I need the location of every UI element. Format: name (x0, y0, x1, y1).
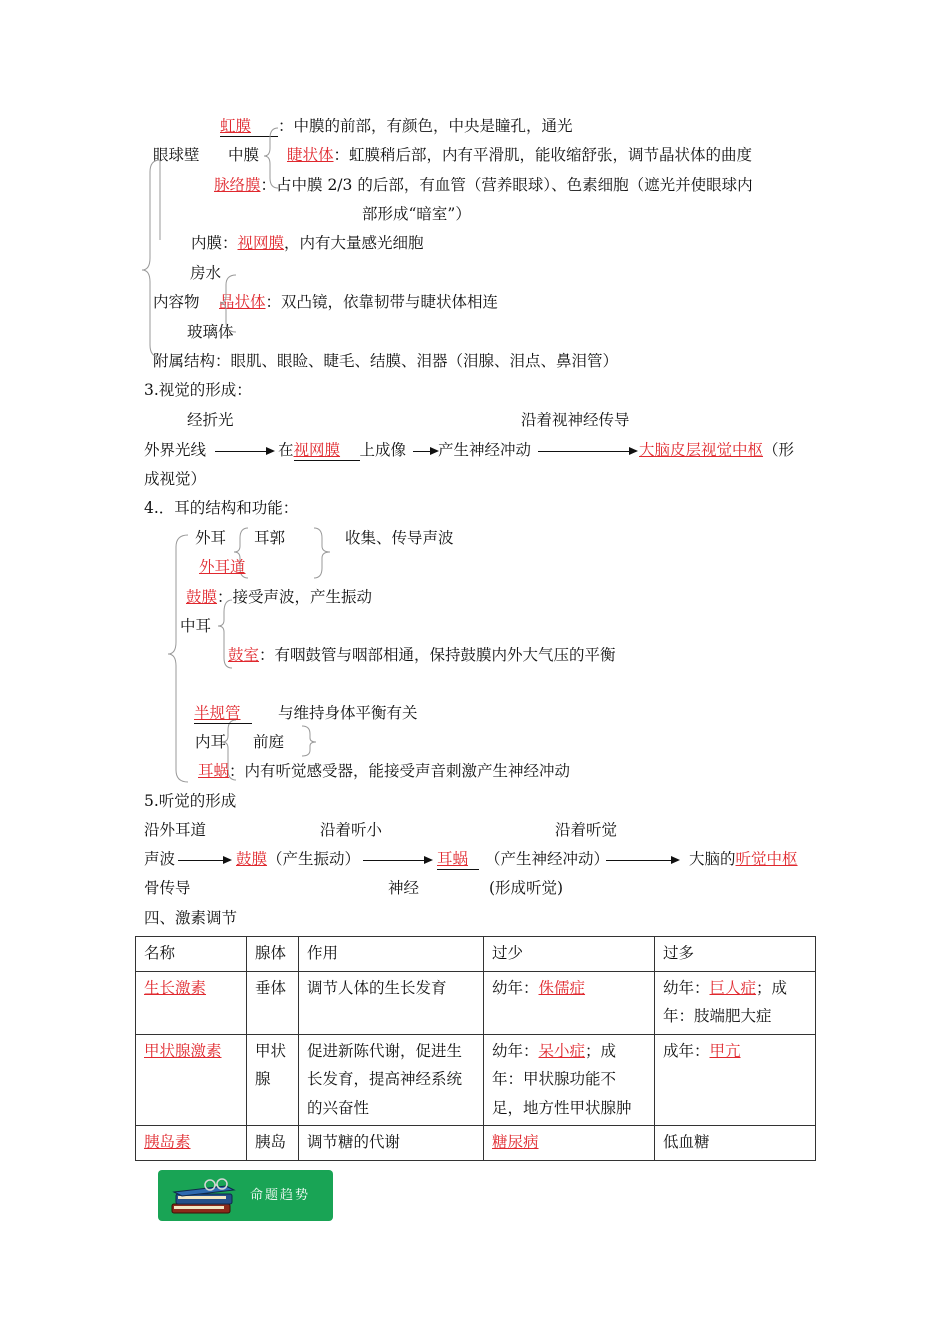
hormone-effect: 调节人体的生长发育 (299, 971, 484, 1034)
choroid: 脉络膜：占中膜 2/3 的后部，有血管（营养眼球）、色素细胞（遮光并使眼球内 (214, 176, 753, 194)
auditory-center: 大脑的听觉中枢 (689, 850, 798, 868)
table-row (136, 971, 816, 1034)
table-row (136, 1126, 816, 1161)
eardrum: 鼓膜：接受声波，产生振动 (186, 588, 373, 606)
nerve-impulse: 产生神经冲动 (438, 441, 532, 459)
balance-function: 与维持身体平衡有关 (278, 704, 418, 722)
hormone-name: 甲状腺激素 (136, 1034, 247, 1126)
eye-wall-label: 眼球壁 (153, 146, 200, 164)
along-optic-nerve-label: 沿着视神经传导 (521, 411, 630, 429)
books-icon (168, 1176, 240, 1218)
middle-layer-label: 中膜 (228, 146, 260, 164)
header-effect: 作用 (299, 937, 484, 972)
arrow-wave-to-drum (178, 860, 230, 861)
iris-term: 虹膜 ：中膜的前部，有颜色，中央是瞳孔，通光 (220, 117, 573, 135)
hormone-deficiency: 糖尿病 (484, 1126, 655, 1161)
vitreous-body: 玻璃体 (187, 323, 234, 341)
ciliary-body: 睫状体：虹膜稍后部，内有平滑肌，能收缩舒张，调节晶状体的曲度 (287, 146, 753, 164)
hormone-gland: 垂体 (247, 971, 299, 1034)
external-light: 外界光线 (144, 441, 207, 459)
hormone-excess: 幼年：巨人症；成年：肢端肥大症 (655, 971, 816, 1034)
arrow-light-to-retina (215, 451, 273, 452)
along-ear-canal: 沿外耳道 (144, 821, 207, 839)
hearing-cochlea: 耳蜗 （产生神经冲动） (437, 850, 610, 868)
hormone-excess: 低血糖 (655, 1126, 816, 1161)
tympanic-cavity: 鼓室：有咽鼓管与咽部相通，保持鼓膜内外大气压的平衡 (228, 646, 616, 664)
hearing-eardrum: 鼓膜（产生振动） (236, 850, 361, 868)
bone-conduction: 骨传导 (144, 879, 191, 897)
collect-sound: 收集、传导声波 (345, 529, 454, 547)
hormone-effect: 调节糖的代谢 (299, 1126, 484, 1161)
hearing-heading: 5.听觉的形成 (144, 792, 237, 810)
table-row (136, 1034, 816, 1126)
vision-heading: 3.视觉的形成： (144, 381, 252, 399)
header-gland: 腺体 (247, 937, 299, 972)
aqueous-humor: 房水 (190, 264, 222, 282)
contents-label: 内容物 (153, 293, 200, 311)
hormone-gland: 胰岛 (247, 1126, 299, 1161)
accessory-structures: 附属结构：眼肌、眼睑、睫毛、结膜、泪器（泪腺、泪点、鼻泪管） (153, 352, 619, 370)
hormone-table (135, 936, 816, 1161)
semicircular-canals: 半规管 (194, 703, 252, 724)
header-deficiency: 过少 (484, 937, 655, 972)
ear-canal: 外耳道 (199, 558, 246, 576)
hormones-heading: 四、激素调节 (144, 909, 238, 927)
refract-label: 经折光 (187, 411, 234, 429)
along-auditory: 沿着听觉 (555, 821, 618, 839)
cochlea: 耳蜗：内有听觉感受器，能接受声音刺激产生神经冲动 (198, 762, 571, 780)
hormone-effect: 促进新陈代谢，促进生长发育，提高神经系统的兴奋性 (299, 1034, 484, 1126)
header-excess: 过多 (655, 937, 816, 972)
retina: 内膜：视网膜，内有大量感光细胞 (191, 234, 424, 252)
lens: 晶状体：双凸镜，依靠韧带与睫状体相连 (219, 293, 499, 311)
hormone-gland: 甲状腺 (247, 1034, 299, 1126)
arrow-image-to-impulse (413, 451, 437, 452)
arrow-cochlea-to-brain (606, 860, 678, 861)
inner-ear-label: 内耳 (195, 733, 227, 751)
sound-wave: 声波 (144, 850, 176, 868)
hormone-name: 生长激素 (136, 971, 247, 1034)
middle-ear-label: 中耳 (180, 617, 212, 635)
form-hearing: (形成听觉) (489, 879, 564, 897)
hormone-name: 胰岛素 (136, 1126, 247, 1161)
hormone-excess: 成年：甲亢 (655, 1034, 816, 1126)
vision-tail: 成视觉） (144, 470, 207, 488)
vestibule: 前庭 (253, 733, 285, 751)
pinna: 耳郭 (254, 529, 286, 547)
image-on-retina: 在视网膜 上成像 (278, 441, 407, 459)
arrow-drum-to-cochlea (363, 860, 431, 861)
along-ossicles: 沿着听小 (320, 821, 383, 839)
table-header-row (136, 937, 816, 972)
arrow-impulse-to-cortex (538, 451, 636, 452)
ear-heading: 4.．耳的结构和功能： (144, 499, 299, 517)
hormone-deficiency: 幼年：侏儒症 (484, 971, 655, 1034)
header-name: 名称 (136, 937, 247, 972)
hormone-deficiency: 幼年：呆小症；成年：甲状腺功能不足，地方性甲状腺肿 (484, 1034, 655, 1126)
choroid-desc-continued: 部形成“暗室”） (362, 205, 471, 223)
trend-label: 命题趋势 (250, 1188, 311, 1203)
visual-cortex: 大脑皮层视觉中枢（形 (639, 441, 795, 459)
nerve-label: 神经 (388, 879, 420, 897)
outer-ear-label: 外耳 (195, 529, 227, 547)
